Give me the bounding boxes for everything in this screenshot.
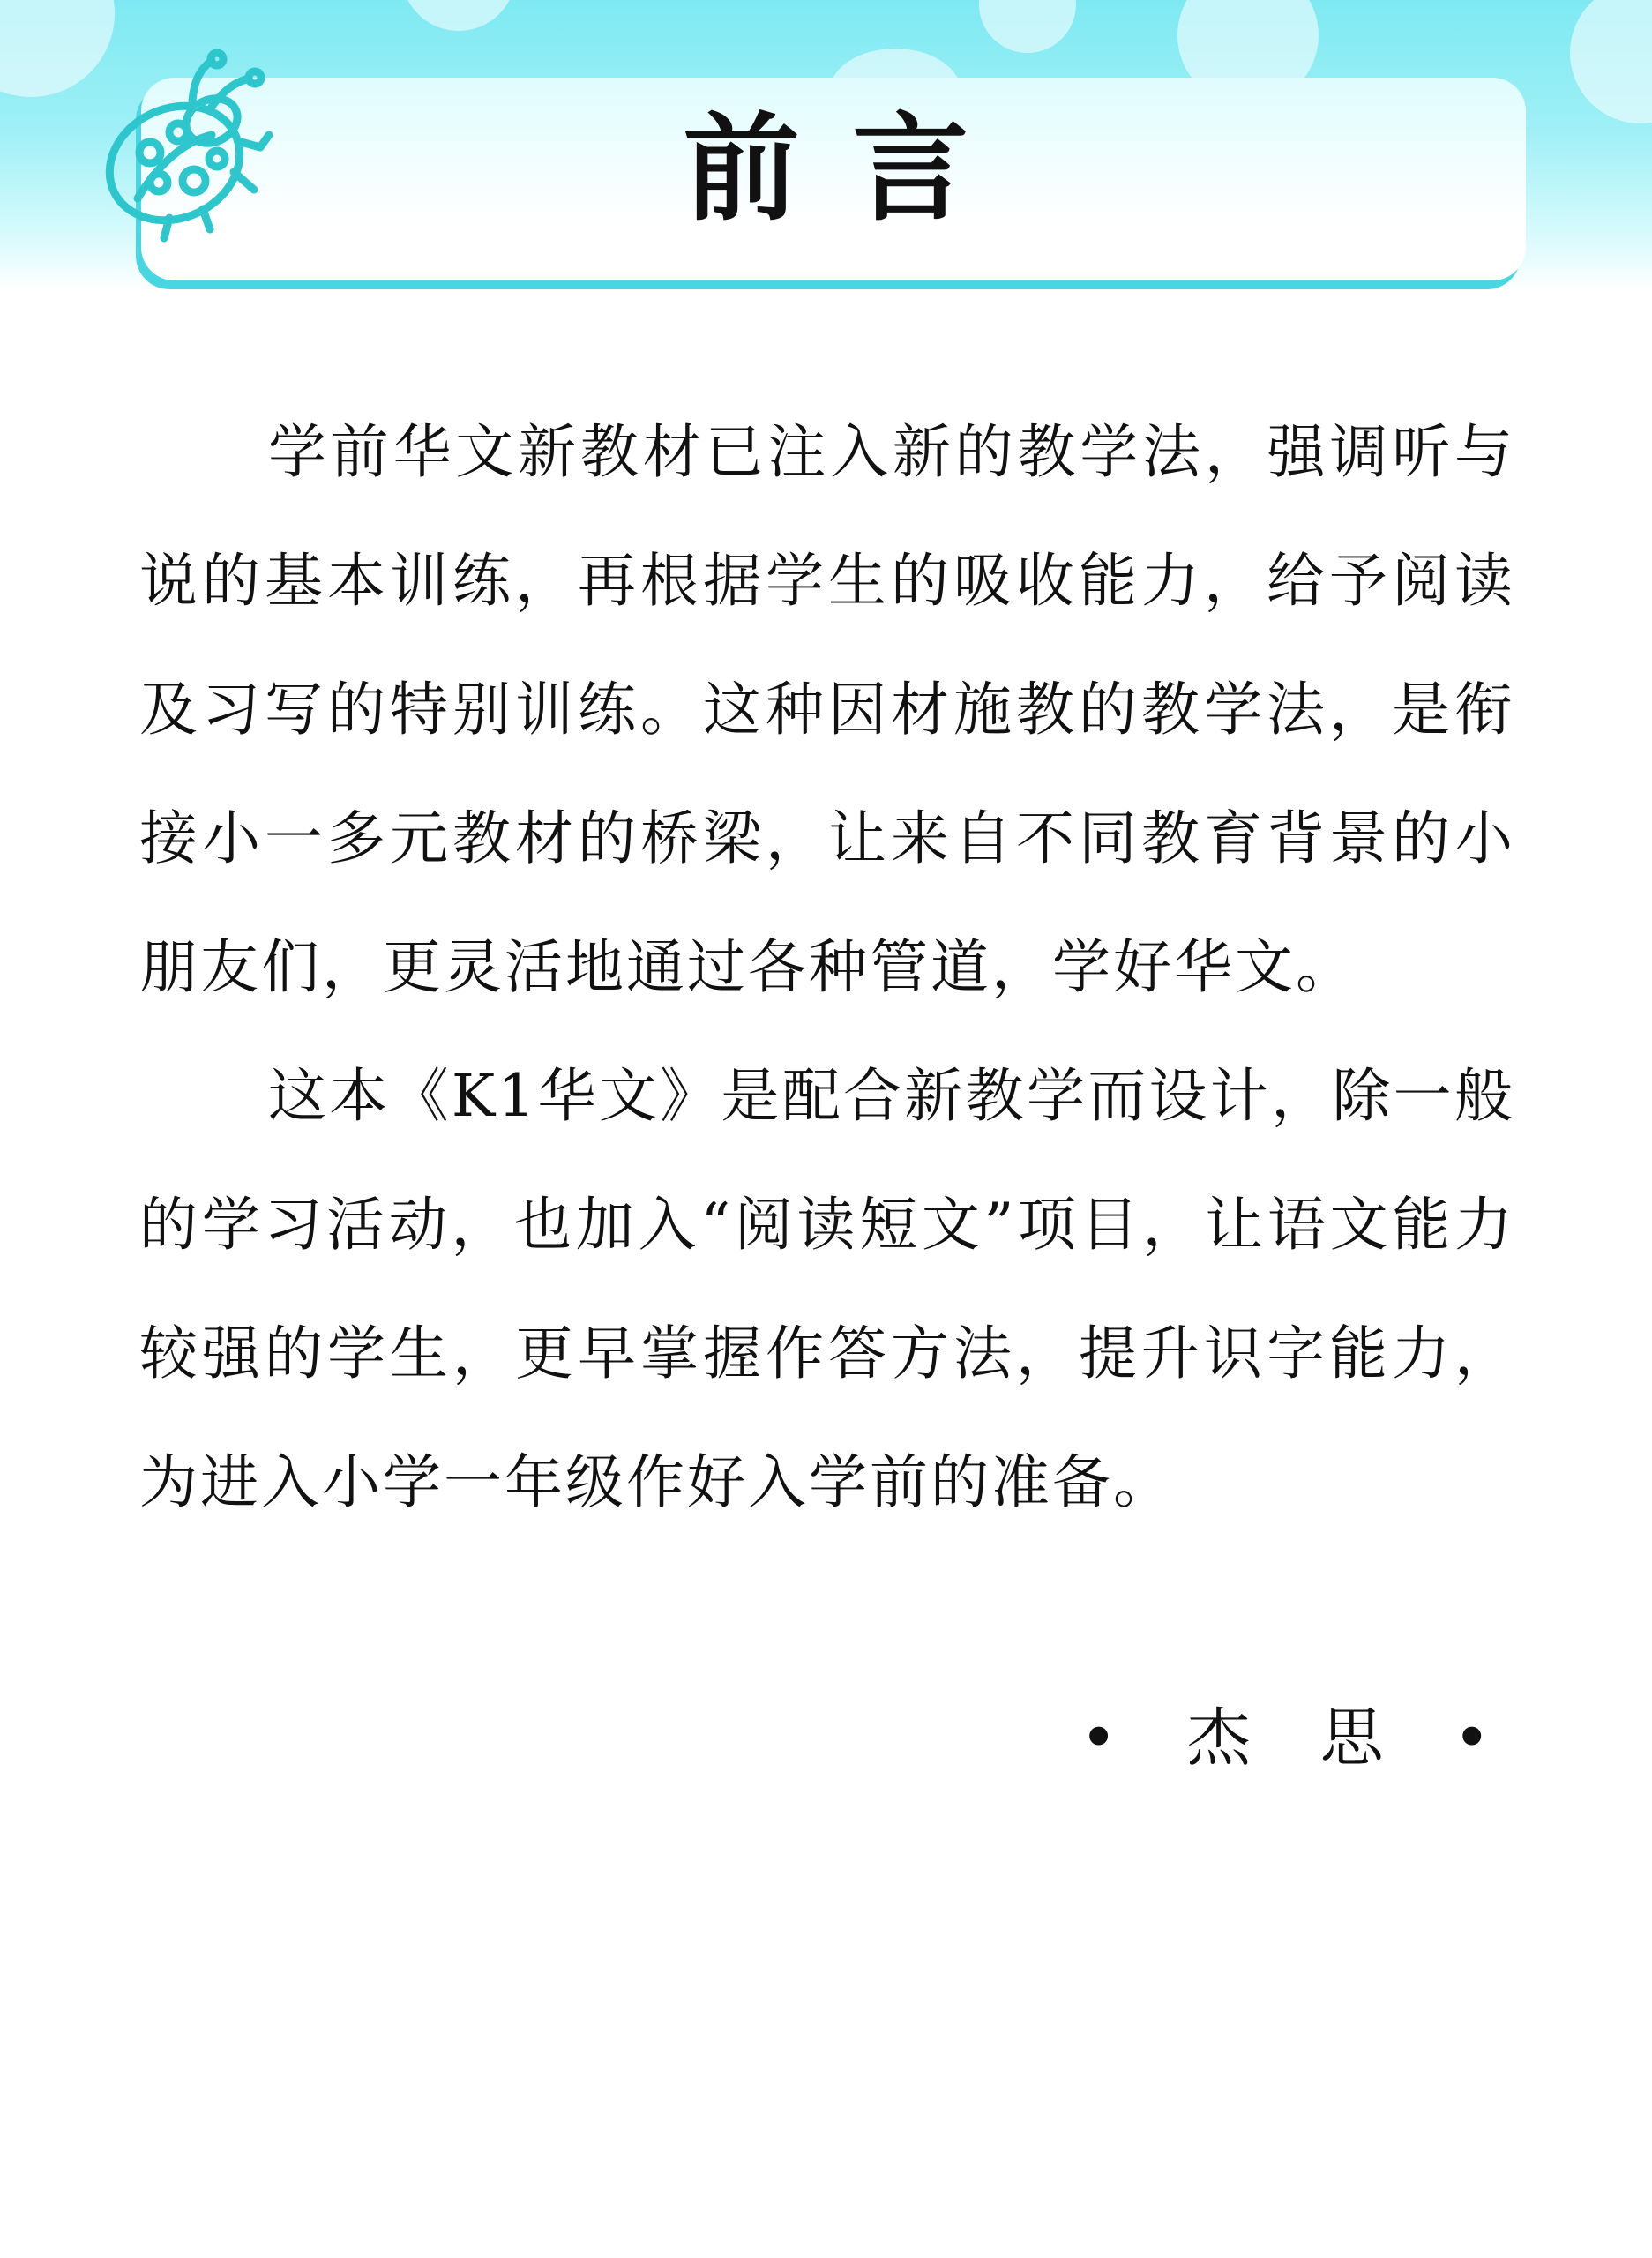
paragraph: 这本《K1华文》是配合新教学而设计，除一般的学习活动，也加入“阅读短文”项目，让语文能力较强的学生，更早掌握作答方法，提升识字能力，为进入小学一年级作好入学前的准备。 bbox=[139, 1062, 1515, 1516]
bubble-decoration bbox=[979, 0, 1076, 53]
author-signature: • 杰 思 • bbox=[1080, 1701, 1515, 1775]
bubble-decoration bbox=[401, 0, 516, 31]
paragraph: 学前华文新教材已注入新的教学法，强调听与说的基本训练，再根据学生的吸收能力，给予阅读及习写的特别训练。这种因材施教的教学法，是衔接小一多元教材的桥梁，让来自不同教育背景的小朋友们，更灵活地通过各种管道，学好华文。 bbox=[139, 418, 1515, 1001]
body-text bbox=[139, 388, 1515, 1547]
page-title: 前言 bbox=[683, 101, 1022, 237]
